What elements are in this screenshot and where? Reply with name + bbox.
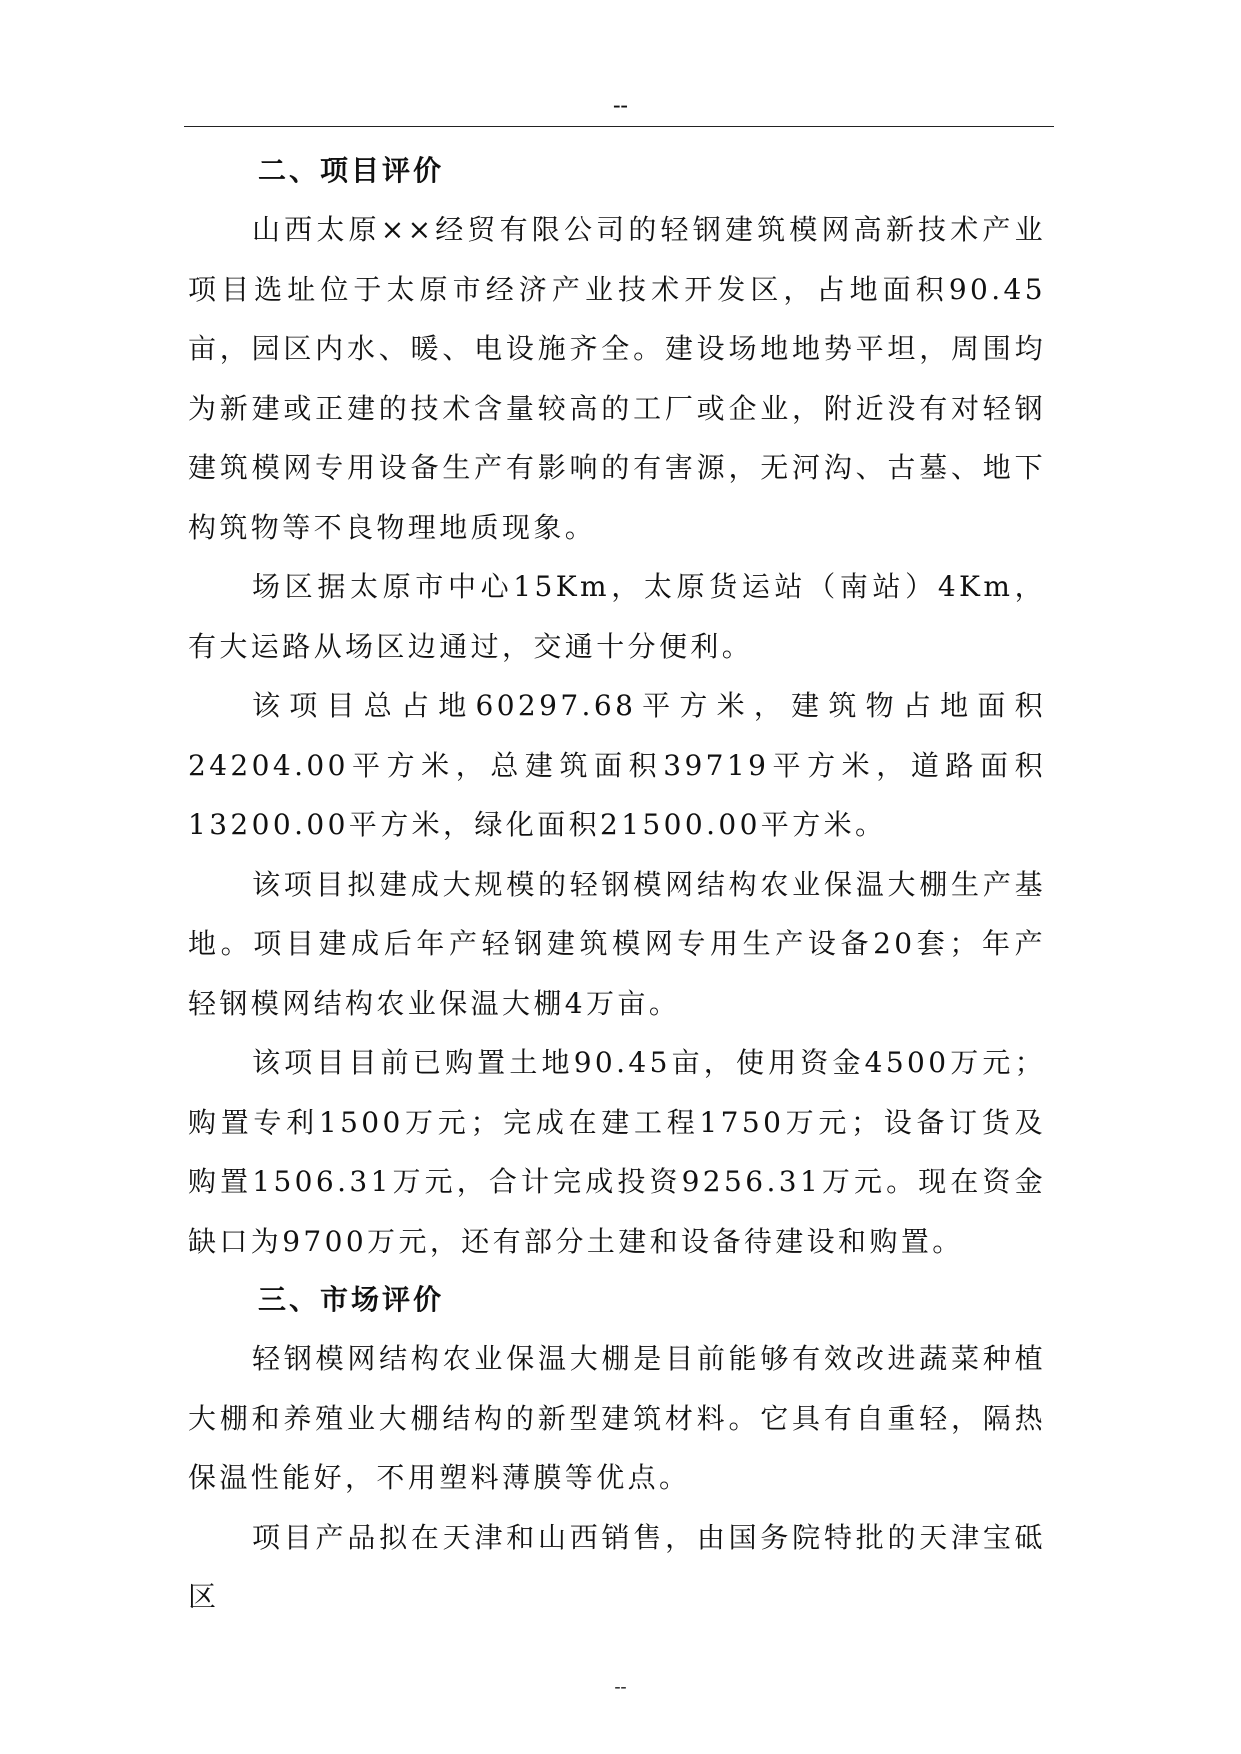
section-heading-project-evaluation: 二、项目评价 — [258, 154, 445, 187]
page-footer-mark: -- — [614, 1676, 627, 1696]
document-body — [188, 142, 1046, 1627]
paragraph: 项目产品拟在天津和山西销售，由国务院特批的天津宝砥区 — [188, 1520, 1046, 1613]
page-header-mark: -- — [613, 92, 628, 117]
paragraph: 山西太原××经贸有限公司的轻钢建筑模网高新技术产业项目选址位于太原市经济产业技术开发区，占地面积90.45亩，园区内水、暖、电设施齐全。建设场地地势平坦，周围均为新建或正建的技术含量较高的工厂或企业，附近没有对轻钢建筑模网专用设备生产有影响的有害源，无河沟、古墓、地下构筑物等不良物理地质现象。 — [188, 213, 1046, 544]
paragraph: 场区据太原市中心15Km，太原货运站（南站）4Km，有大运路从场区边通过，交通十分便利。 — [188, 570, 1046, 663]
paragraph: 该项目总占地60297.68平方米，建筑物占地面积24204.00平方米，总建筑面积39719平方米，道路面积13200.00平方米，绿化面积21500.00平方米。 — [188, 689, 1046, 841]
section-heading-market-evaluation: 三、市场评价 — [258, 1283, 445, 1316]
paragraph: 该项目目前已购置土地90.45亩，使用资金4500万元；购置专利1500万元；完成在建工程1750万元；设备订货及购置1506.31万元，合计完成投资9256.31万元。现在资金缺口为9700万元，还有部分土建和设备待建设和购置。 — [188, 1046, 1046, 1258]
paragraph: 该项目拟建成大规模的轻钢模网结构农业保温大棚生产基地。项目建成后年产轻钢建筑模网专用生产设备20套；年产轻钢模网结构农业保温大棚4万亩。 — [188, 867, 1046, 1020]
header-rule — [184, 126, 1054, 127]
paragraph: 轻钢模网结构农业保温大棚是目前能够有效改进蔬菜种植大棚和养殖业大棚结构的新型建筑材料。它具有自重轻，隔热保温性能好，不用塑料薄膜等优点。 — [188, 1342, 1046, 1494]
